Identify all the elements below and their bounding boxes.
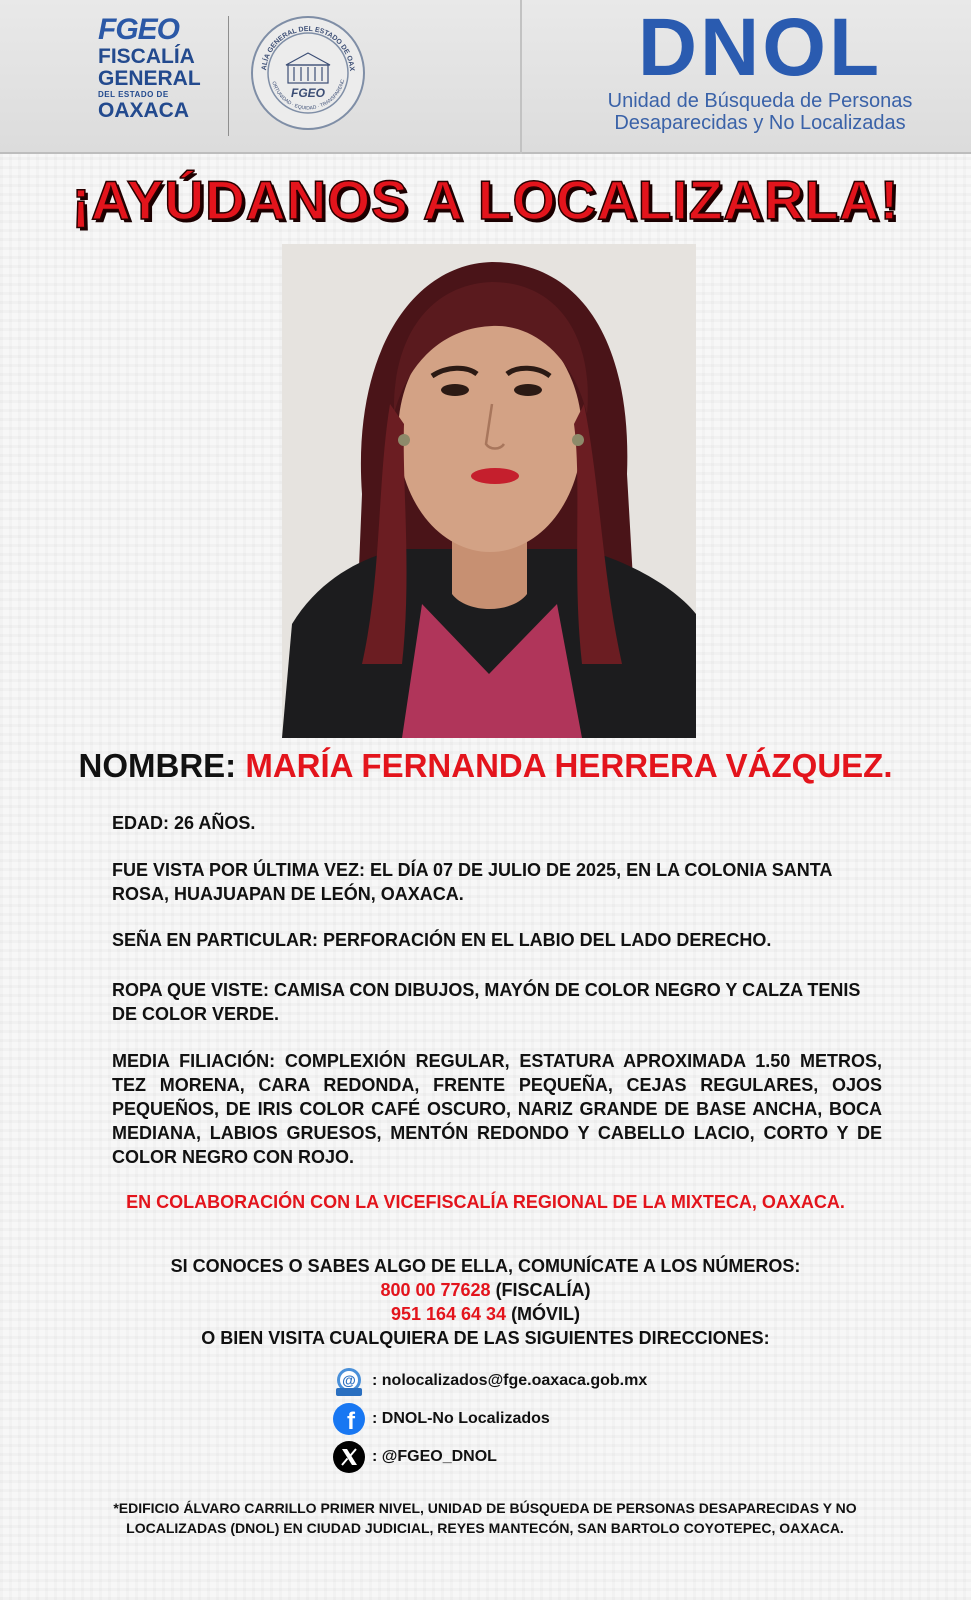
seal-bottom-text: ORTUNIDAD · EQUIDAD · TRANSPARENC [270, 78, 347, 112]
dnol-subtitle-line2: Desaparecidas y No Localizadas [614, 112, 906, 134]
person-name: MARÍA FERNANDA HERRERA VÁZQUEZ. [245, 747, 893, 784]
detail-age: EDAD: 26 AÑOS. [112, 813, 256, 833]
page-headline: ¡AYÚDANOS A LOCALIZARLA! [71, 169, 900, 231]
seal-mark: FGEO [290, 86, 326, 100]
phone-label-fiscalia: (FISCALÍA) [490, 1280, 591, 1300]
header-divider [520, 0, 522, 154]
fgeo-logo [98, 14, 218, 122]
facebook-row[interactable] [332, 1402, 550, 1436]
fiscalia-seal [250, 15, 366, 136]
contact-intro: SI CONOCES O SABES ALGO DE ELLA, COMUNÍCATE A LOS NÚMEROS: [170, 1256, 801, 1276]
detail-description: MEDIA FILIACIÓN: COMPLEXIÓN REGULAR, ESTATURA APROXIMADA 1.50 METROS, TEZ MORENA, CARA REDONDA, FRENTE PEQUEÑA, CEJAS REGULARES, OJOS PEQUEÑOS, DE IRIS COLOR CAFÉ OSCURO, NARIZ GRANDE DE BASE ANCHA, BOCA MEDIANA, LABIOS GRUESOS, MENTÓN REDONDO Y CABELLO LACIO, CORTO Y DE COLOR NEGRO CON ROJO. [112, 1051, 882, 1167]
footer-address: *EDIFICIO ÁLVARO CARRILLO PRIMER NIVEL, UNIDAD DE BÚSQUEDA DE PERSONAS DESAPARECIDAS Y NO LOCALIZADAS (DNOL) EN CIUDAD JUDICIAL, REYES MANTECÓN, SAN BARTOLO COYOTEPEC, OAXACA. [113, 1500, 857, 1536]
dnol-logo-mark: DNOL [637, 2, 883, 93]
x-twitter-icon [332, 1440, 366, 1474]
fgeo-logo-small: DEL ESTADO DE [98, 90, 169, 99]
svg-text:@: @ [342, 1372, 356, 1388]
dnol-subtitle-line1: Unidad de Búsqueda de Personas [607, 90, 913, 112]
twitter-handle[interactable]: : @FGEO_DNOL [372, 1448, 497, 1465]
collaboration-note: EN COLABORACIÓN CON LA VICEFISCALÍA REGIONAL DE LA MIXTECA, OAXACA. [126, 1192, 845, 1212]
name-label: NOMBRE: [78, 747, 237, 784]
seal-top-text: ALÍA GENERAL DEL ESTADO DE OAX [261, 25, 356, 72]
detail-distinctive-mark: SEÑA EN PARTICULAR: PERFORACIÓN EN EL LABIO DEL LADO DERECHO. [112, 930, 772, 950]
header-banner [0, 0, 971, 154]
person-photo [282, 244, 696, 738]
email-icon [332, 1364, 366, 1398]
facebook-handle[interactable]: : DNOL-No Localizados [372, 1410, 550, 1427]
contact-phone-fiscalia [0, 1278, 971, 1302]
phone-number-fiscalia[interactable]: 800 00 77628 [380, 1280, 491, 1300]
facebook-icon [332, 1402, 366, 1436]
detail-last-seen: FUE VISTA POR ÚLTIMA VEZ: EL DÍA 07 DE JULIO DE 2025, EN LA COLONIA SANTA ROSA, HUAJUAPAN DE LEÓN, OAXACA. [112, 860, 832, 904]
fgeo-logo-line3: OAXACA [98, 99, 190, 122]
email-row[interactable] [332, 1364, 647, 1398]
email-address[interactable]: : nolocalizados@fge.oaxaca.gob.mx [372, 1372, 648, 1389]
svg-text:f: f [347, 1408, 355, 1435]
twitter-row[interactable] [332, 1440, 497, 1474]
fgeo-logo-line2: GENERAL [98, 67, 201, 90]
contact-visit: O BIEN VISITA CUALQUIERA DE LAS SIGUIENTES DIRECCIONES: [201, 1328, 770, 1348]
detail-clothing: ROPA QUE VISTE: CAMISA CON DIBUJOS, MAYÓN DE COLOR NEGRO Y CALZA TENIS DE COLOR VERDE. [112, 980, 861, 1024]
person-name-line [0, 746, 971, 786]
fgeo-logo-line1: FISCALÍA [98, 45, 195, 68]
dnol-logo [560, 2, 960, 134]
phone-label-movil: (MÓVIL) [506, 1304, 581, 1324]
phone-number-movil[interactable]: 951 164 64 34 [390, 1304, 507, 1324]
fgeo-logo-mark: FGEO [98, 13, 180, 46]
logo-separator [228, 16, 229, 136]
contact-phone-movil [0, 1302, 971, 1326]
